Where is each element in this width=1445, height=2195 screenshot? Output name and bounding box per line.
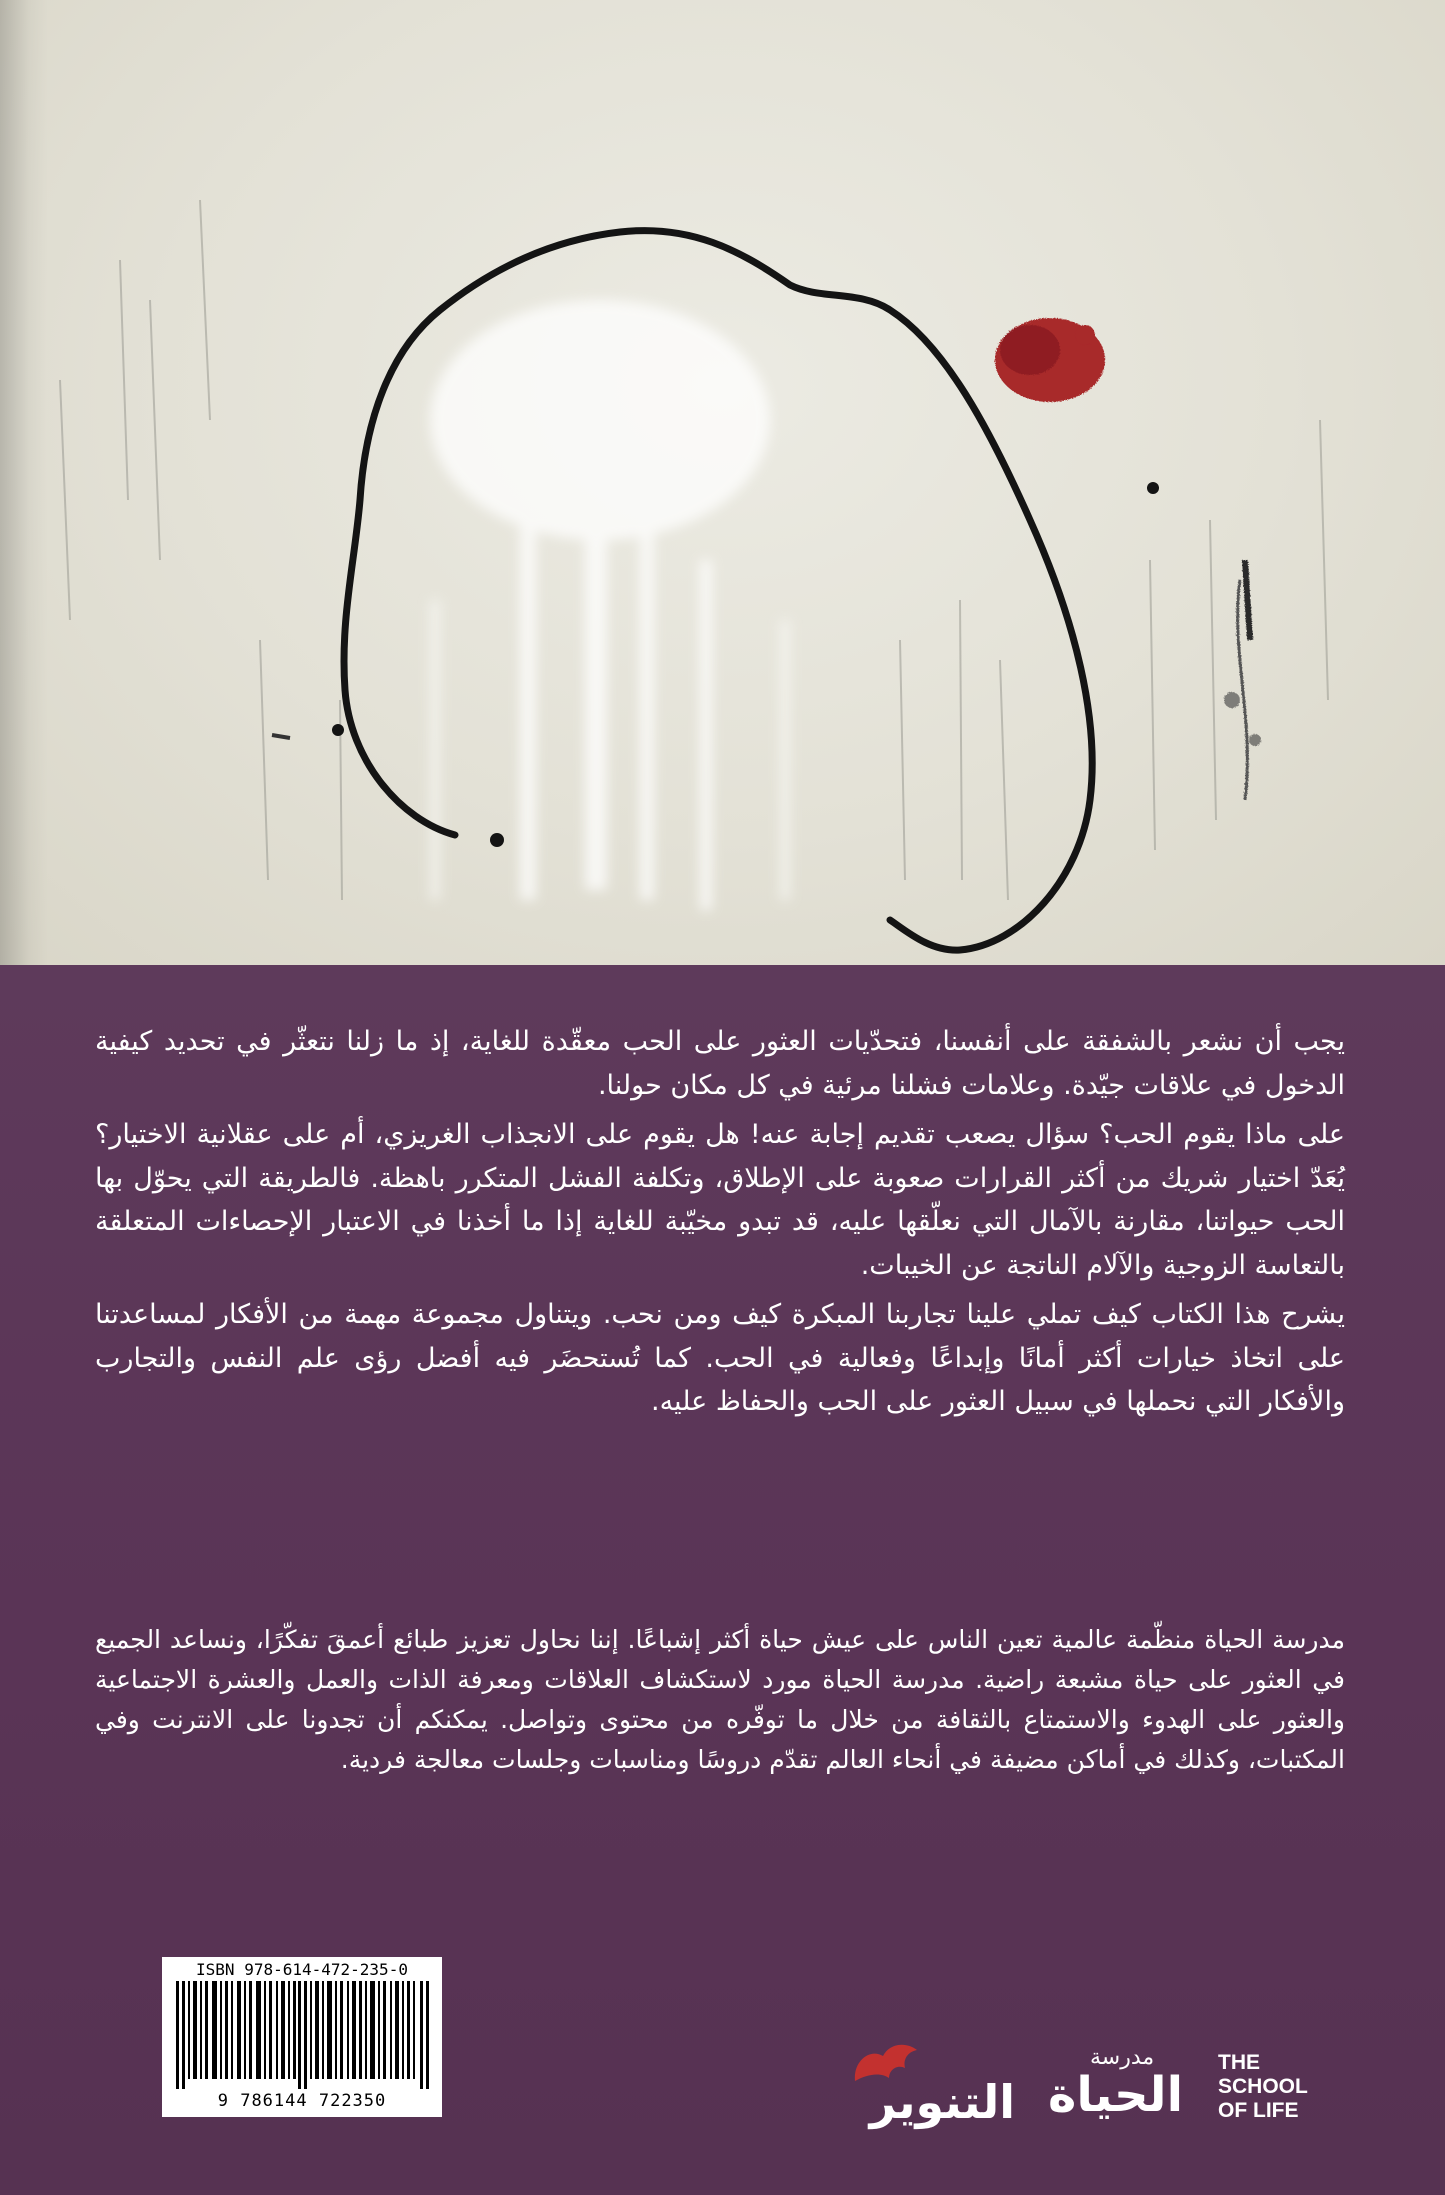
publisher-name: التنوير bbox=[869, 2075, 1015, 2129]
about-school-of-life bbox=[95, 1620, 1345, 1786]
school-logo-line-3: OF LIFE bbox=[1218, 2099, 1299, 2122]
dark-smudge bbox=[1224, 560, 1261, 800]
ink-mark bbox=[272, 735, 290, 738]
description-paragraph-3: يشرح هذا الكتاب كيف تملي علينا تجاربنا المبكرة كيف ومن نحب. ويتناول مجموعة مهمة من الأفكار لمساعدتنا على اتخاذ خيارات أكثر أمانًا وإبداعًا وفعالية في الحب. كما تُستحضَر فيه أفضل رؤى علم النفس والتجارب والأفكار التي نحملها في سبيل العثور على الحب والحفاظ عليه. bbox=[95, 1299, 1345, 1417]
barcode-digits: 9 786144 722350 bbox=[217, 2091, 387, 2111]
publisher-logo bbox=[825, 2040, 1015, 2140]
about-paragraph: مدرسة الحياة منظّمة عالمية تعين الناس على عيش حياة أكثر إشباعًا. إننا نحاول تعزيز طبائع أعمقَ تفكّرًا، ونساعد الجميع في العثور على حياة مشبعة راضية. مدرسة الحياة مورد لاستكشاف العلاقات ومعرفة الذات والعمل والعشرة الاجتماعية والعثور على الهدوء والاستمتاع بالثقافة من خلال ما توفّره من محتوى وتواصل. يمكنكم أن تجدونا على الانترنت وفي المكتبات، وكذلك في أماكن مضيفة في أنحاء العالم تقدّم دروسًا ومناسبات وجلسات معالجة فردية. bbox=[95, 1625, 1345, 1774]
book-description bbox=[95, 1020, 1345, 1430]
red-blot bbox=[995, 318, 1105, 402]
school-logo-line-2: SCHOOL bbox=[1218, 2075, 1308, 2098]
grey-scratches bbox=[60, 200, 1328, 900]
cover-artwork bbox=[0, 0, 1445, 965]
isbn-label: ISBN 978-614-472-235-0 bbox=[196, 1960, 408, 1979]
school-logo-line-1: THE bbox=[1218, 2051, 1260, 2074]
school-logo-arabic-big: الحياة bbox=[1048, 2067, 1184, 2123]
ink-dot bbox=[1147, 482, 1159, 494]
barcode-bars bbox=[172, 1981, 432, 2089]
ink-dot bbox=[332, 724, 344, 736]
school-logo-arabic-small: مدرسة bbox=[1090, 2045, 1155, 2070]
description-paragraph-2: على ماذا يقوم الحب؟ سؤال يصعب تقديم إجابة عنه! هل يقوم على الانجذاب الغريزي، أم على عقلانية الاختيار؟ يُعَدّ اختيار شريك من أكثر القرارات صعوبة على الإطلاق، وتكلفة الفشل المتكرر باهظة. فالطريقة التي يحوّل بها الحب حيواتنا، مقارنة بالآمال التي نعلّقها عليه، قد تبدو مخيّبة للغاية إذا ما أخذنا في الاعتبار الإحصاءات المتعلقة بالتعاسة الزوجية والآلام الناتجة عن الخيبات. bbox=[95, 1119, 1345, 1281]
ink-dot bbox=[490, 833, 504, 847]
isbn-barcode bbox=[162, 1957, 442, 2117]
school-logo-english bbox=[1218, 2051, 1308, 2123]
description-paragraph-1: يجب أن نشعر بالشفقة على أنفسنا، فتحدّيات العثور على الحب معقّدة للغاية، إذ ما زلنا نتعثّر في تحديد كيفية الدخول في علاقات جيّدة. وعلامات فشلنا مرئية في كل مكان حولنا. bbox=[95, 1026, 1345, 1101]
school-of-life-logo bbox=[1040, 2045, 1320, 2145]
white-drips bbox=[430, 300, 790, 910]
abstract-painting bbox=[0, 0, 1445, 965]
